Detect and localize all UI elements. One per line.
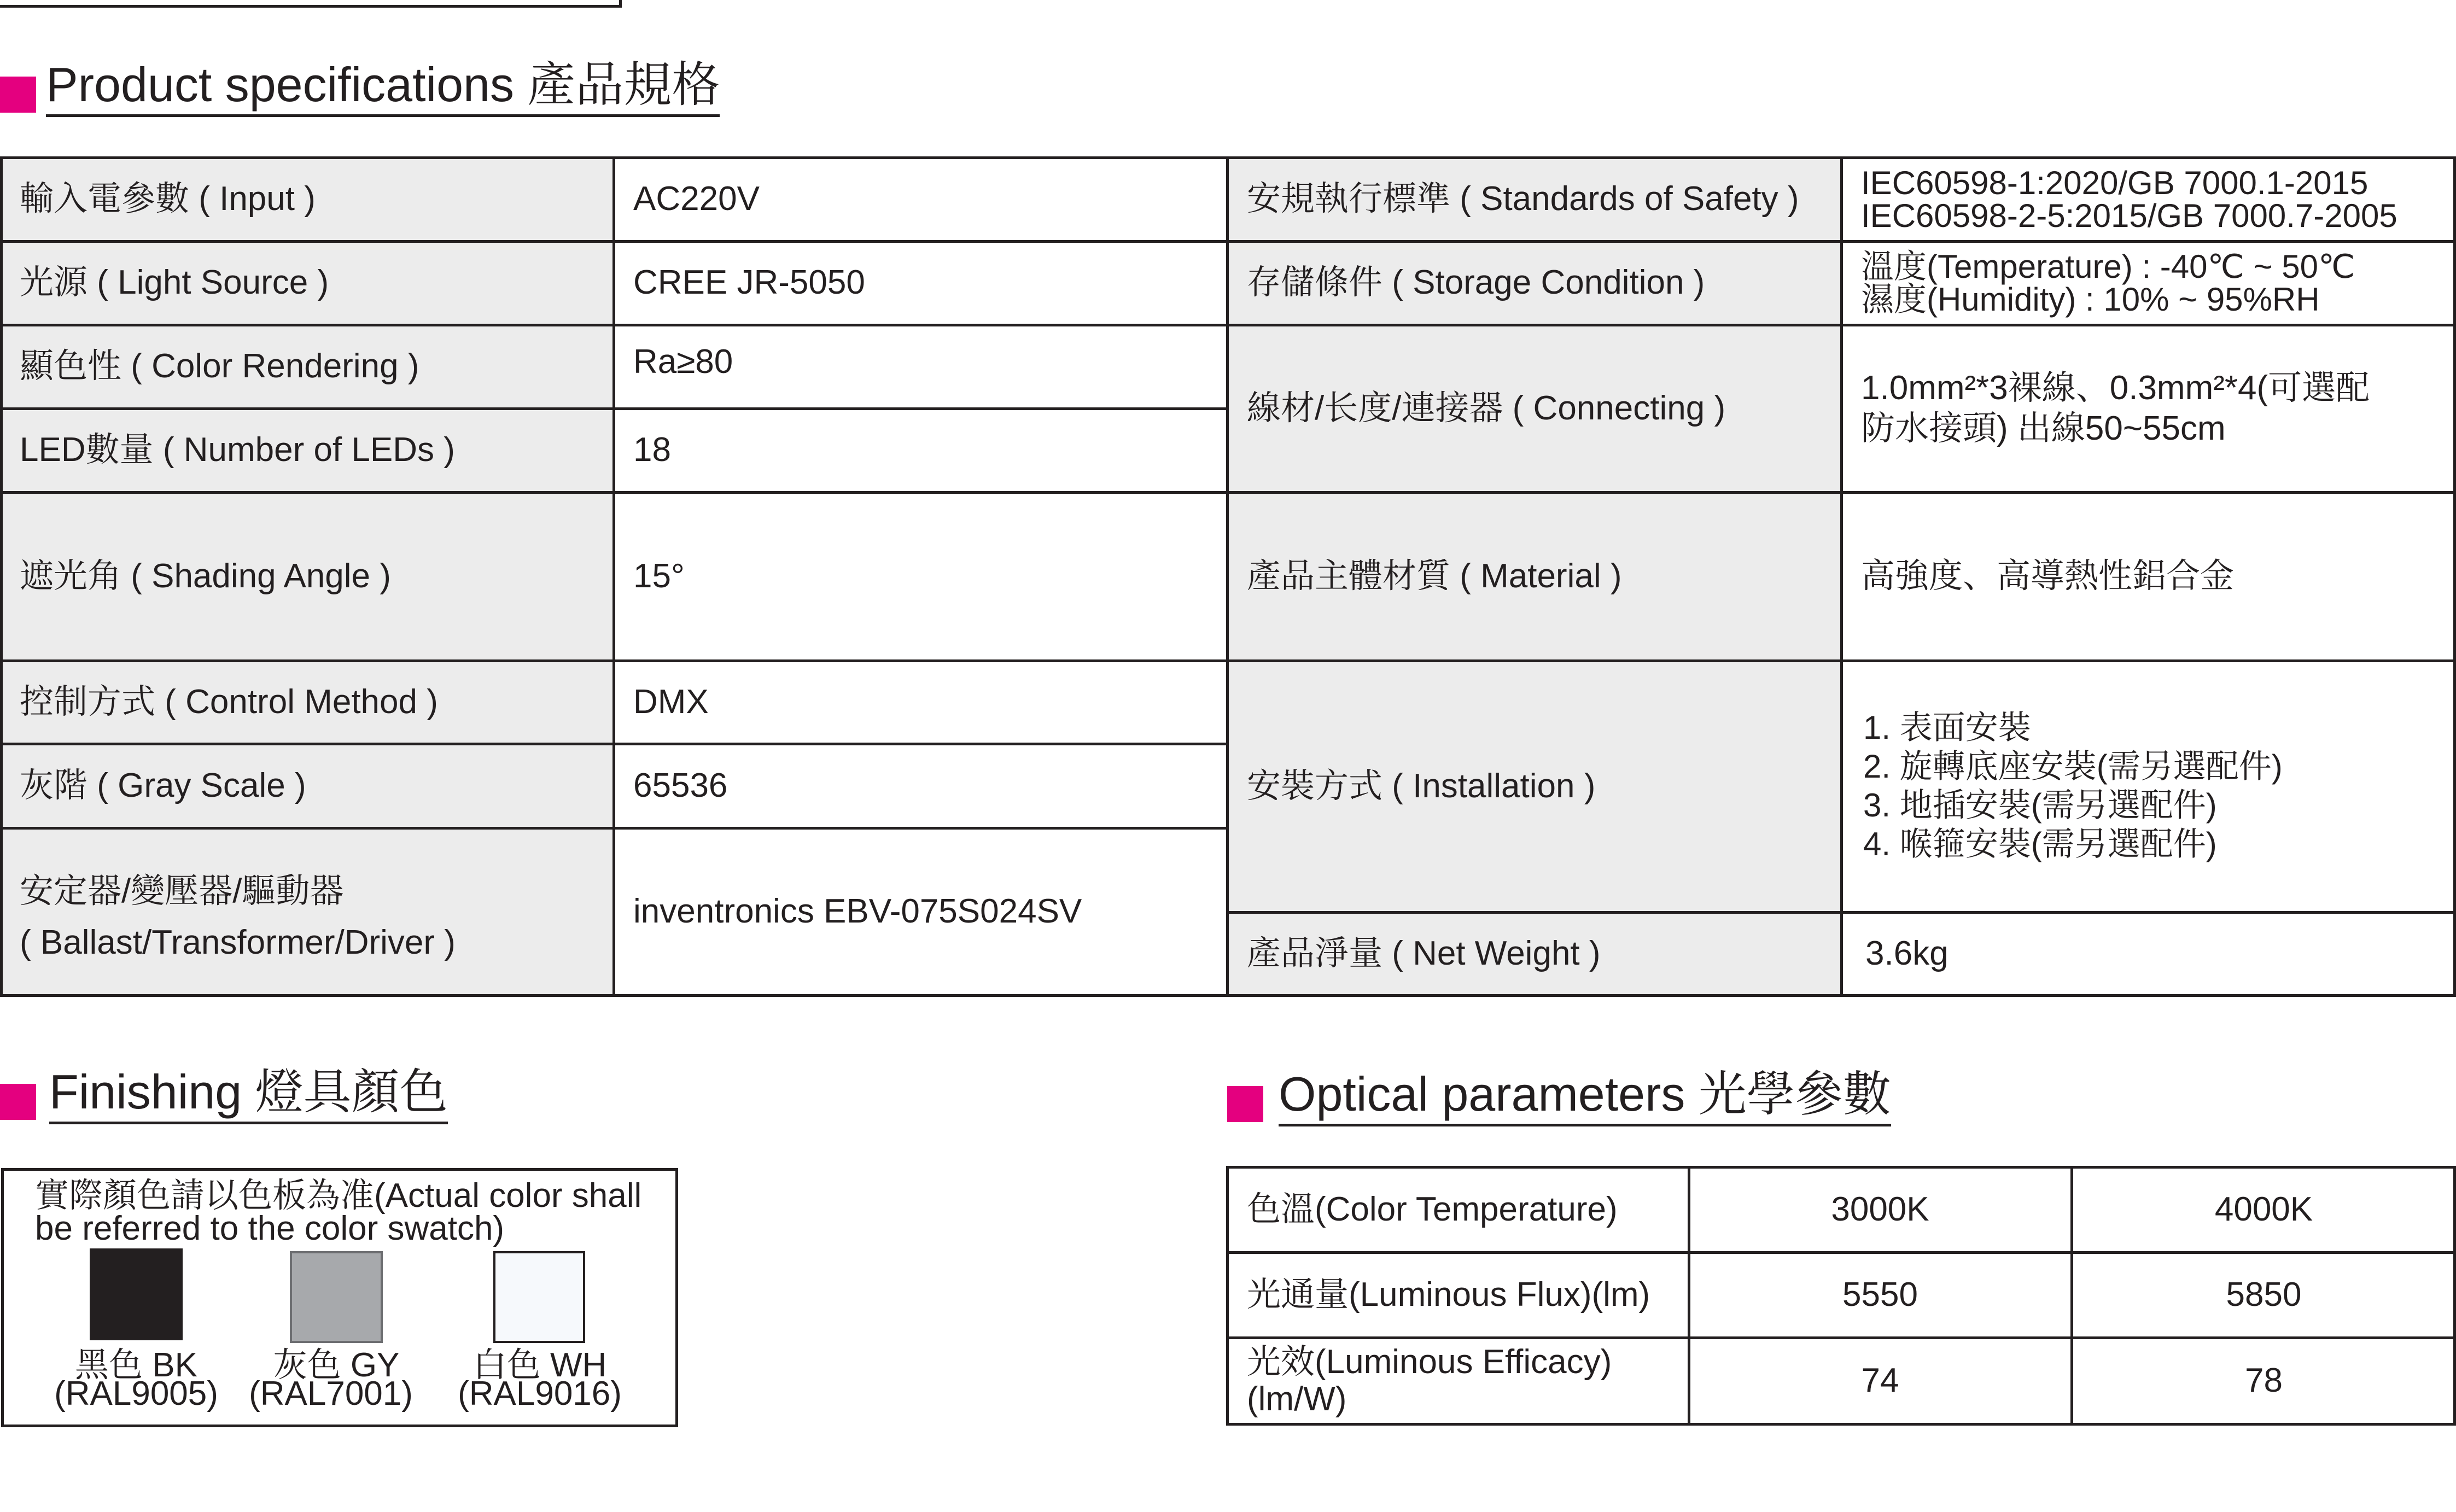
input-label: 輸入電參數 ( Input ) [0,157,614,241]
optical-row-value: 78 [2245,1361,2283,1399]
table-border [2453,156,2456,997]
connecting-label: 線材/长度/連接器 ( Connecting ) [1227,325,1841,492]
swatch-gray [290,1251,383,1343]
swatch-gray-code: (RAL7001) [249,1375,413,1412]
optical-row-value: 74 [1861,1361,1899,1399]
table-border [1226,1423,2456,1426]
table-border [1226,156,1229,997]
installation-label: 安裝方式 ( Installation ) [1227,661,1841,912]
leds-label: LED數量 ( Number of LEDs ) [0,408,614,492]
material-value: 高強度、高導熱性鋁合金 [1861,557,2235,595]
finishing-note-line-1: 實際顏色請以色板為准(Actual color shall [35,1177,642,1215]
specs-title-text: Product specifications 產品規格 [46,57,720,117]
material-label: 產品主體材質 ( Material ) [1227,492,1841,661]
gray-value: 65536 [633,766,728,804]
optical-row-value: 3000K [1831,1190,1929,1228]
finishing-note-line-2: be referred to the color swatch) [35,1210,505,1247]
optical-title-text: Optical parameters 光學參數 [1279,1067,1891,1126]
color-rendering-label: 顯色性 ( Color Rendering ) [0,325,614,408]
table-border [1226,1166,1229,1426]
finishing-section-title [0,1065,547,1128]
optical-row-label: 光效(Luminous Efficacy)(lm/W) [1247,1342,1612,1418]
swatch-black [90,1248,183,1340]
swatch-black-name: 黑色 BK [75,1346,197,1384]
input-value: AC220V [633,180,760,218]
table-border [1226,1251,2456,1254]
section-marker [0,77,36,113]
swatch-gray-name: 灰色 GY [273,1346,400,1384]
optical-row-value: 5850 [2226,1275,2302,1313]
safety-label: 安規執行標準 ( Standards of Safety ) [1227,157,1841,241]
gray-label: 灰階 ( Gray Scale ) [0,744,614,828]
light-source-value: CREE JR-5050 [633,264,865,302]
weight-value: 3.6kg [1865,934,1949,972]
table-border [612,156,615,997]
optical-row-label: 色溫(Color Temperature) [1247,1190,1618,1228]
table-border [1226,1166,2456,1169]
safety-value: IEC60598-1:2020/GB 7000.1-2015 IEC60598-2-5:2015/GB 7000.7-2005 [1861,164,2397,234]
specs-section-title [0,57,766,120]
optical-row-value: 5550 [1842,1275,1918,1313]
optical-section-title [1227,1067,2102,1130]
control-label: 控制方式 ( Control Method ) [0,661,614,744]
swatch-white-code: (RAL9016) [458,1375,622,1412]
section-marker [1227,1086,1263,1122]
table-border [2070,1166,2073,1426]
table-border [2453,1166,2456,1426]
color-rendering-value: Ra≥80 [633,343,733,381]
swatch-white-name: 白色 WH [472,1346,607,1384]
control-value: DMX [633,682,709,721]
top-frame-edge [0,0,622,8]
storage-label: 存儲條件 ( Storage Condition ) [1227,241,1841,325]
weight-label: 產品淨量 ( Net Weight ) [1227,912,1841,995]
table-border [0,156,3,997]
connecting-value: 1.0mm²*3裸線、0.3mm²*4(可選配 防水接頭) 出線50~55cm [1861,369,2370,447]
shading-value: 15° [633,557,685,595]
finishing-title-text: Finishing 燈具顏色 [49,1065,448,1124]
swatch-white [493,1251,585,1343]
optical-row-label: 光通量(Luminous Flux)(lm) [1247,1275,1650,1313]
installation-value: 1. 表面安裝 2. 旋轉底座安裝(需另選配件) 3. 地插安裝(需另選配件) 4. 喉箍安裝(需另選配件) [1863,709,2283,862]
section-marker [0,1084,36,1120]
shading-label: 遮光角 ( Shading Angle ) [0,492,614,661]
table-border [1840,156,1843,997]
driver-label: 安定器/變壓器/驅動器 ( Ballast/Transformer/Driver ) [0,828,614,995]
table-border [1226,1336,2456,1339]
swatch-black-code: (RAL9005) [54,1375,218,1412]
leds-value: 18 [633,431,671,469]
driver-value: inventronics EBV-075S024SV [633,892,1082,930]
table-border [1688,1166,1690,1426]
storage-value: 溫度(Temperature) : -40℃ ~ 50℃ 濕度(Humidity) : 10% ~ 95%RH [1861,248,2355,318]
optical-row-value: 4000K [2214,1190,2313,1228]
light-source-label: 光源 ( Light Source ) [0,241,614,325]
